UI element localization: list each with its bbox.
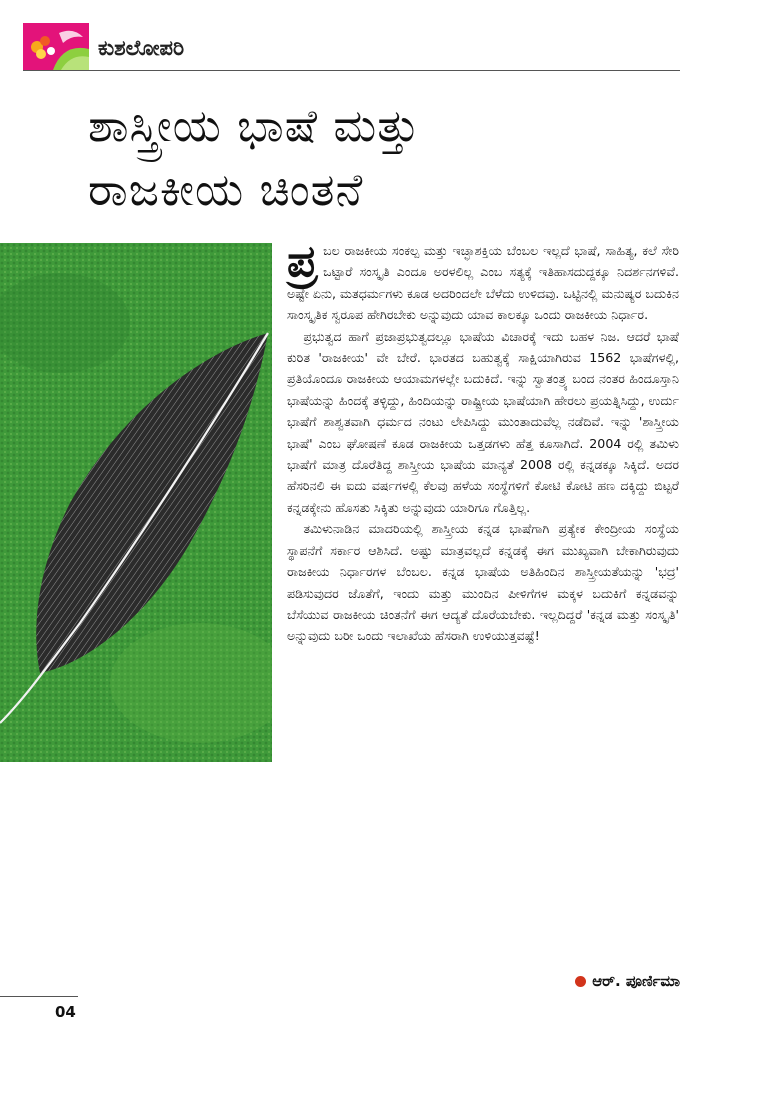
article-title-line: ರಾಜಕೀಯ ಚಿಂತನೆ — [88, 163, 364, 216]
page-number: 04 — [55, 1003, 76, 1021]
author-byline — [575, 972, 680, 990]
section-title: ಕುಶಲೋಪರಿ — [98, 36, 185, 60]
feather-icon — [0, 243, 272, 762]
article-paragraph: ಪ್ರಭುತ್ವದ ಹಾಗೆ ಪ್ರಜಾಪ್ರಭುತ್ವದಲ್ಲೂ ಭಾಷೆಯ ವಿಚಾರಕ್ಕೆ ಇದು ಬಹಳ ನಿಜ. ಆದರೆ ಭಾಷೆ ಕುರಿತ 'ರಾಜಕೀಯ' ವೇ ಬೇರೆ. ಭಾರತದ ಬಹುತ್ವಕ್ಕೆ ಸಾಕ್ಷಿಯಾಗಿರುವ 1562 ಭಾಷೆಗಳಲ್ಲಿ, ಪ್ರತಿಯೊಂದೂ ರಾಜಕೀಯ ಆಯಾಮಗಳಲ್ಲೇ ಬದುಕಿದೆ. ಇನ್ನು ಸ್ವಾತಂತ್ರ್ಯ ಬಂದ ನಂತರ ಹಿಂದೂಸ್ತಾನಿ ಭಾಷೆಯನ್ನು ಹಿಂದಕ್ಕೆ ತಳ್ಳಿದ್ದು, ಹಿಂದಿಯನ್ನು ರಾಷ್ಟ್ರೀಯ ಭಾಷೆಯಾಗಿ ಹೇರಲು ಪ್ರಯತ್ನಿಸಿದ್ದು, ಉರ್ದು ಭಾಷೆಗೆ ಶಾಶ್ವತವಾಗಿ ಧರ್ಮದ ನಂಟು ಲೇಪಿಸಿದ್ದು ಮುಂತಾದುವೆಲ್ಲ ನಡೆದಿವೆ. ಇನ್ನು 'ಶಾಸ್ತ್ರೀಯ ಭಾಷೆ' ಎಂಬ ಘೋಷಣೆ ಕೂಡ ರಾಜಕೀಯ ಒತ್ತಡಗಳು ಹೆತ್ತ ಕೂಸಾಗಿದೆ. 2004 ರಲ್ಲಿ ತಮಿಳು ಭಾಷೆಗೆ ಮಾತ್ರ ದೊರೆತಿದ್ದ ಶಾಸ್ತ್ರೀಯ ಭಾಷೆಯ ಮಾನ್ಯತೆ 2008 ರಲ್ಲಿ ಕನ್ನಡಕ್ಕೂ ಸಿಕ್ಕಿದೆ. ಅದರ ಹೆಸರಿನಲಿ ಈ ಐದು ವರ್ಷಗಳಲ್ಲಿ ಕೆಲವು ಹಳೆಯ ಸಂಸ್ಥೆಗಳಿಗೆ ಕೋಟಿ ಕೋಟಿ ಹಣ ದಕ್ಕಿದ್ದು ಬಿಟ್ಟರೆ ಕನ್ನಡಕ್ಕೇನು ಹೊಸತು ಸಿಕ್ಕಿತು ಅನ್ನುವುದು ಯಾರಿಗೂ ಗೊತ್ತಿಲ್ಲ. — [287, 328, 679, 515]
article-title — [88, 94, 728, 222]
magazine-logo — [23, 23, 89, 70]
article-paragraph: ಪ್ರ ಬಲ ರಾಜಕೀಯ ಸಂಕಲ್ಪ ಮತ್ತು ಇಚ್ಛಾಶಕ್ತಿಯ ಬೆಂಬಲ ಇಲ್ಲದೆ ಭಾಷೆ, ಸಾಹಿತ್ಯ, ಕಲೆ ಸೇರಿ ಒಟ್ಟಾರೆ ಸಂಸ್ಕೃತಿ ಎಂದೂ ಅರಳಲಿಲ್ಲ ಎಂಬ ಸತ್ಯಕ್ಕೆ ಇತಿಹಾಸದುದ್ದಕ್ಕೂ ನಿದರ್ಶನಗಳಿವೆ. ಅಷ್ಟೇ ಏನು, ಮತಧರ್ಮಗಳು ಕೂಡ ಅದರಿಂದಲೇ ಬೆಳೆದು ಉಳಿದವು. ಒಟ್ಟಿನಲ್ಲಿ ಮನುಷ್ಯರ ಬದುಕಿನ ಸಾಂಸ್ಕೃತಿಕ ಸ್ವರೂಪ ಹೇಗಿರಬೇಕು ಅನ್ನುವುದು ಯಾವ ಕಾಲಕ್ಕೂ ಒಂದು ರಾಜಕೀಯ ನಿರ್ಧಾರ. — [287, 236, 679, 323]
article-paragraph: ತಮಿಳುನಾಡಿನ ಮಾದರಿಯಲ್ಲಿ ಶಾಸ್ತ್ರೀಯ ಕನ್ನಡ ಭಾಷೆಗಾಗಿ ಪ್ರತ್ಯೇಕ ಕೇಂದ್ರೀಯ ಸಂಸ್ಥೆಯ ಸ್ಥಾಪನೆಗೆ ಸರ್ಕಾರ ಆಶಿಸಿದೆ. ಅಷ್ಟು ಮಾತ್ರವಲ್ಲದೆ ಕನ್ನಡಕ್ಕೆ ಈಗ ಮುಖ್ಯವಾಗಿ ಬೇಕಾಗಿರುವುದು ರಾಜಕೀಯ ನಿರ್ಧಾರಗಳ ಬೆಂಬಲ. ಕನ್ನಡ ಭಾಷೆಯ ಅತಿಹಿಂದಿನ ಶಾಸ್ತ್ರೀಯತೆಯನ್ನು 'ಭದ್ರ' ಪಡಿಸುವುದರ ಜೊತೆಗೆ, ಇಂದು ಮತ್ತು ಮುಂದಿನ ಪೀಳಿಗೆಗಳ ಮಕ್ಕಳ ಬದುಕಿಗೆ ಕನ್ನಡವನ್ನು ಬೆಸೆಯುವ ರಾಜಕೀಯ ಚಿಂತನೆಗೆ ಈಗ ಆದ್ಯತೆ ದೊರೆಯಬೇಕು. ಇಲ್ಲದಿದ್ದರೆ 'ಕನ್ನಡ ಮತ್ತು ಸಂಸ್ಕೃತಿ' ಅನ್ನುವುದು ಬರೀ ಒಂದು ಇಲಾಖೆಯ ಹೆಸರಾಗಿ ಉಳಿಯುತ್ತವಷ್ಟೆ! — [287, 521, 679, 644]
article-title-line: ಶಾಸ್ತ್ರೀಯ ಭಾಷೆ ಮತ್ತು — [88, 99, 421, 152]
header-divider — [23, 70, 680, 71]
article-body — [287, 236, 679, 647]
author-name: ಆರ್. ಪೂರ್ಣಿಮಾ — [592, 972, 680, 990]
drop-cap: ಪ್ರ — [287, 236, 318, 287]
bullet-icon — [575, 976, 586, 987]
footer-divider — [0, 996, 78, 997]
feather-illustration — [0, 243, 272, 762]
